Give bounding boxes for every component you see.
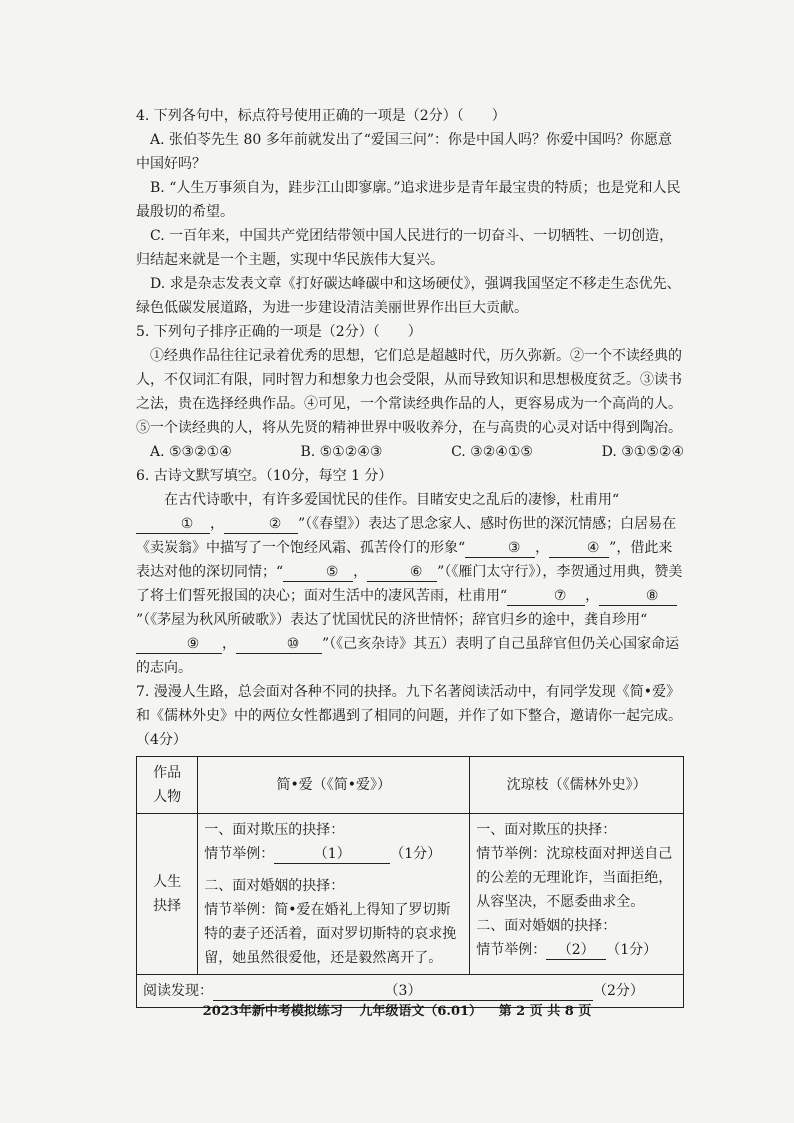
blank-4[interactable]: ④ xyxy=(549,539,609,558)
row-life-choice: 人生 抉择 xyxy=(137,814,198,975)
q4-option-b: B. “人生万事须自为，跬步江山即寥廓。”追求进步是青年最宝贵的特质；也是党和人民最殷切的希望。 xyxy=(136,180,681,220)
blank-2[interactable]: ② xyxy=(224,515,298,534)
q6-body: 在古代诗歌中，有许多爱国忧民的佳作。目睹安史之乱后的凄惨，杜甫用“① ， ② ”（《春望》）表达了思念家人、感时伤世的深沉情感；白居易在《卖炭翁》中描写了一个饱经风霜、孤苦伶仃的形象“ ③ ， ④ ”，借此来表达对他的深切同情；“ ⑤ ， ⑥ ”（《雁门太守行》），李贺通过用典，赞美了将士们誓死报国的决心；面对生活中的凄风苦雨，杜甫用“ ⑦ ， ⑧”（《茅屋为秋风所破歌》）表达了忧国忧民的济世情怀；辞官归乡的途中，龚自珍用“⑨ ， ⑩ ”（《己亥杂诗》其五）表明了自己虽辞官但仍关心国家命运的志向。 xyxy=(136,492,683,676)
q4-option-c: C. 一百年来，中国共产党团结带领中国人民进行的一切奋斗、一切牺牲、一切创造，归结起来就是一个主题，实现中华民族伟大复兴。 xyxy=(136,228,674,268)
q7-stem: 7. 漫漫人生路，总会面对各种不同的抉择。九下名著阅读活动中，有同学发现《简•爱》和《儒林外史》中的两位女性都遇到了相同的问题，并作了如下整合，邀请你一起完成。（4分） xyxy=(136,684,682,748)
q5-options xyxy=(136,440,684,464)
header-shen: 沈琼枝（《儒林外史》） xyxy=(470,757,684,814)
blank-10[interactable]: ⑩ xyxy=(236,635,322,654)
shen-choice-1-title: 一、面对欺压的抉择： xyxy=(476,822,617,838)
q4-option-d: D. 求是杂志发表文章《打好碳达峰碳中和这场硬仗》，强调我国坚定不移走生态优先、绿色低碳发展道路，为进一步建设清洁美丽世界作出巨大贡献。 xyxy=(136,276,681,316)
finding-score: （2分） xyxy=(593,983,644,999)
blank-7[interactable]: ⑦ xyxy=(507,587,585,606)
footer-subject: 九年级语文（6.01） xyxy=(359,1004,483,1019)
cell-jane xyxy=(198,814,470,975)
finding-label: 阅读发现： xyxy=(143,983,213,999)
cell-shen xyxy=(470,814,684,975)
footer-title: 2023年新中考模拟练习 xyxy=(202,1004,343,1019)
blank-6[interactable]: ⑥ xyxy=(367,563,437,582)
page-content xyxy=(136,104,684,1008)
jane-choice-1-example: 情节举例： （1） （1分） xyxy=(204,846,442,862)
blank-1[interactable]: ① xyxy=(136,515,210,534)
q5-option-d: D. ③①⑤②④ xyxy=(601,444,684,460)
header-work-person: 作品 人物 xyxy=(137,757,198,814)
jane-choice-2-example: 情节举例：简•爱在婚礼上得知了罗切斯特的妻子还活着，面对罗切斯特的哀求挽留，她虽然很爱他，还是毅然离开了。 xyxy=(204,902,457,966)
q5-option-a: A. ⑤③②①④ xyxy=(150,444,232,460)
header-jane: 简•爱（《简•爱》） xyxy=(198,757,470,814)
q5-option-b: B. ⑤①②④③ xyxy=(300,444,383,460)
blank-5[interactable]: ⑤ xyxy=(283,563,353,582)
shen-choice-1-example: 情节举例：沈琼枝面对押送自己的公差的无理讹诈，当面拒绝，从容坚决，不愿委曲求全。 xyxy=(476,846,673,910)
q4-stem: 4. 下列各句中，标点符号使用正确的一项是（2分）（ ） xyxy=(136,108,506,124)
answer-blank-2[interactable]: （2） xyxy=(546,941,606,960)
blank-8[interactable]: ⑧ xyxy=(599,587,677,606)
shen-choice-2-title: 二、面对婚姻的抉择： xyxy=(476,918,617,934)
jane-choice-1-title: 一、面对欺压的抉择： xyxy=(204,822,345,838)
q5-body: ①经典作品往往记录着优秀的思想，它们总是超越时代，历久弥新。②一个不读经典的人，不仅词汇有限，同时智力和想象力也会受限，从而导致知识和思想极度贫乏。③读书之法，贵在选择经典作品。④可见，一个常读经典作品的人，更容易成为一个高尚的人。⑤一个读经典的人，将从先贤的精神世界中吸收养分，在与高贵的心灵对话中得到陶冶。 xyxy=(136,348,682,436)
blank-3[interactable]: ③ xyxy=(465,539,535,558)
footer-page-number: 第 2 页 共 8 页 xyxy=(498,1004,592,1019)
shen-choice-2-example: 情节举例： （2） （1分） xyxy=(476,942,658,958)
page-footer xyxy=(0,1000,794,1019)
q5-stem: 5. 下列句子排序正确的一项是（2分）（ ） xyxy=(136,324,422,340)
q6-stem: 6. 古诗文默写填空。（10分，每空 1 分） xyxy=(136,468,393,484)
blank-9[interactable]: ⑨ xyxy=(136,635,222,654)
q5-option-c: C. ③②④①⑤ xyxy=(451,444,533,460)
answer-blank-3[interactable]: （3） xyxy=(213,982,593,1001)
answer-blank-1[interactable]: （1） xyxy=(274,845,390,864)
q4-option-a: A. 张伯苓先生 80 多年前就发出了“爱国三问”：你是中国人吗？你爱中国吗？你愿意中国好吗？ xyxy=(136,132,673,172)
q7-table xyxy=(136,756,684,1008)
jane-choice-2-title: 二、面对婚姻的抉择： xyxy=(204,878,345,894)
